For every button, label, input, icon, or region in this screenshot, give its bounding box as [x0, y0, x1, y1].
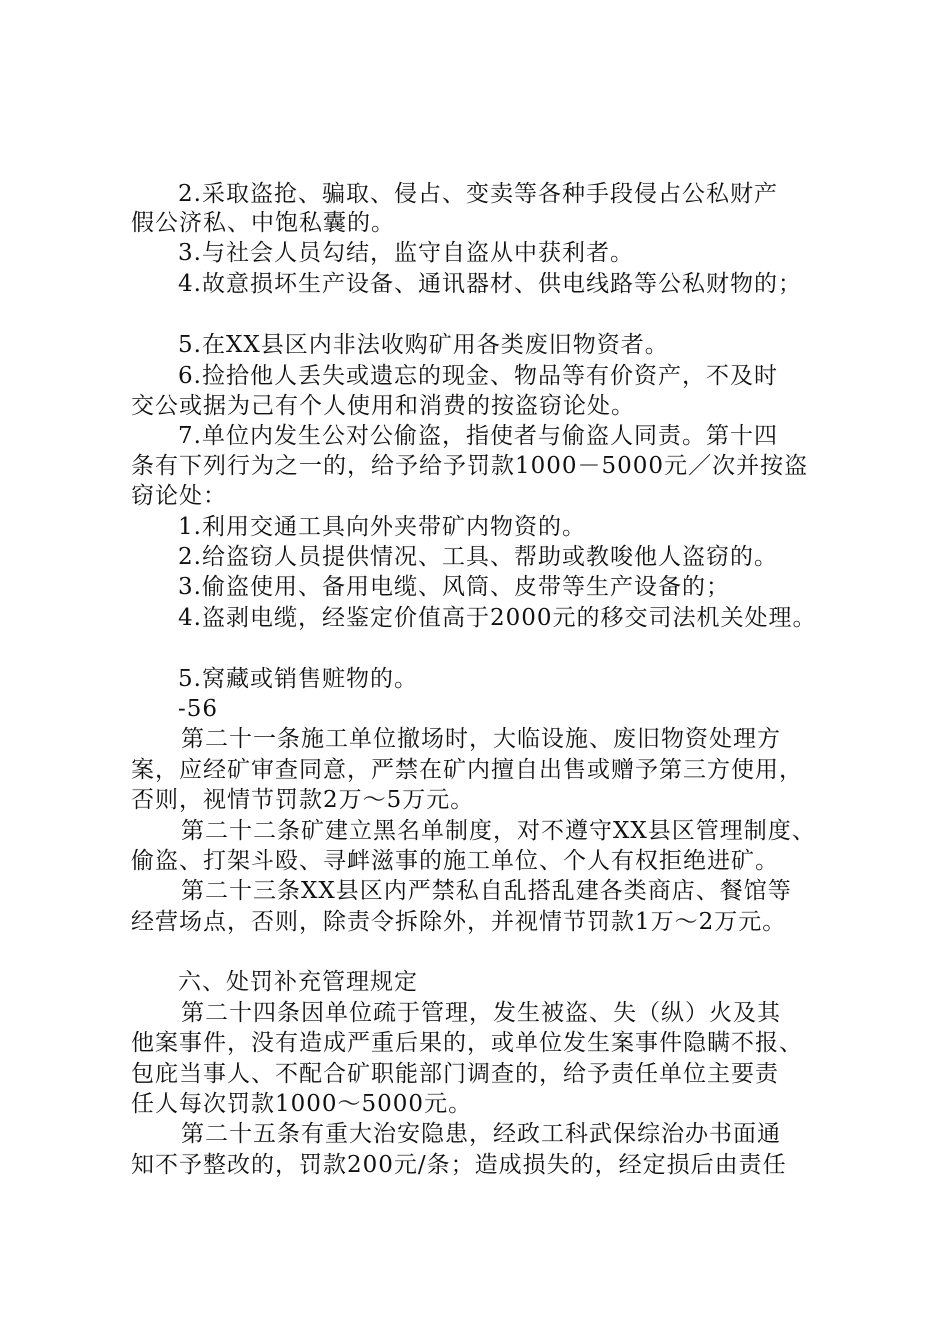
text-line: 假公济私、中饱私囊的。 — [131, 210, 395, 236]
text-line: 包庇当事人、不配合矿职能部门调查的，给予责任单位主要责 — [131, 1061, 779, 1087]
text-line: 交公或据为己有个人使用和消费的按盗窃论处。 — [131, 393, 635, 419]
text-line: 3.与社会人员勾结，监守自盗从中获利者。 — [178, 240, 634, 266]
text-line: 任人每次罚款1000～5000元。 — [131, 1091, 473, 1117]
text-line: 知不予整改的，罚款200元/条；造成损失的，经定损后由责任 — [131, 1152, 787, 1178]
text-line: 2.给盗窃人员提供情况、工具、帮助或教唆他人盗窃的。 — [178, 544, 778, 570]
text-line: 第二十四条因单位疏于管理，发生被盗、失（纵）火及其 — [181, 1000, 781, 1026]
text-line: 第二十二条矿建立黑名单制度，对不遵守XX县区管理制度、 — [181, 818, 816, 844]
text-line: 案，应经矿审查同意，严禁在矿内擅自出售或赠予第三方使用， — [131, 757, 803, 783]
text-line: 第二十五条有重大治安隐患，经政工科武保综治办书面通 — [181, 1121, 781, 1147]
text-line: 4.故意损坏生产设备、通讯器材、供电线路等公私财物的； — [178, 271, 802, 297]
text-line: 偷盗、打架斗殴、寻衅滋事的施工单位、个人有权拒绝进矿。 — [131, 848, 779, 874]
text-line: 1.利用交通工具向外夹带矿内物资的。 — [178, 514, 586, 540]
text-line: 7.单位内发生公对公偷盗，指使者与偷盗人同责。第十四 — [178, 423, 778, 449]
section-heading: 六、处罚补充管理规定 — [178, 969, 418, 995]
text-line: 他案事件，没有造成严重后果的，或单位发生案事件隐瞒不报、 — [131, 1030, 803, 1056]
text-line: 条有下列行为之一的，给予给予罚款1000－5000元／次并按盗 — [131, 453, 809, 479]
text-line: 5.在XX县区内非法收购矿用各类废旧物资者。 — [178, 332, 669, 358]
text-line: 2.采取盗抢、骗取、侵占、变卖等各种手段侵占公私财产 — [178, 181, 778, 207]
text-line: 5.窝藏或销售赃物的。 — [178, 666, 418, 692]
text-line: 3.偷盗使用、备用电缆、风筒、皮带等生产设备的； — [178, 574, 730, 600]
text-line: 经营场点，否则，除责令拆除外，并视情节罚款1万～2万元。 — [131, 909, 787, 935]
page-number: -56 — [178, 696, 219, 722]
text-line: 否则，视情节罚款2万～5万元。 — [131, 787, 475, 813]
text-line: 6.捡拾他人丢失或遗忘的现金、物品等有价资产，不及时 — [178, 363, 778, 389]
text-line: 第二十三条XX县区内严禁私自乱搭乱建各类商店、餐馆等 — [181, 878, 792, 904]
text-line: 4.盗剥电缆，经鉴定价值高于2000元的移交司法机关处理。 — [178, 605, 817, 631]
text-line: 第二十一条施工单位撤场时，大临设施、废旧物资处理方 — [181, 726, 781, 752]
text-line: 窃论处： — [131, 483, 227, 509]
